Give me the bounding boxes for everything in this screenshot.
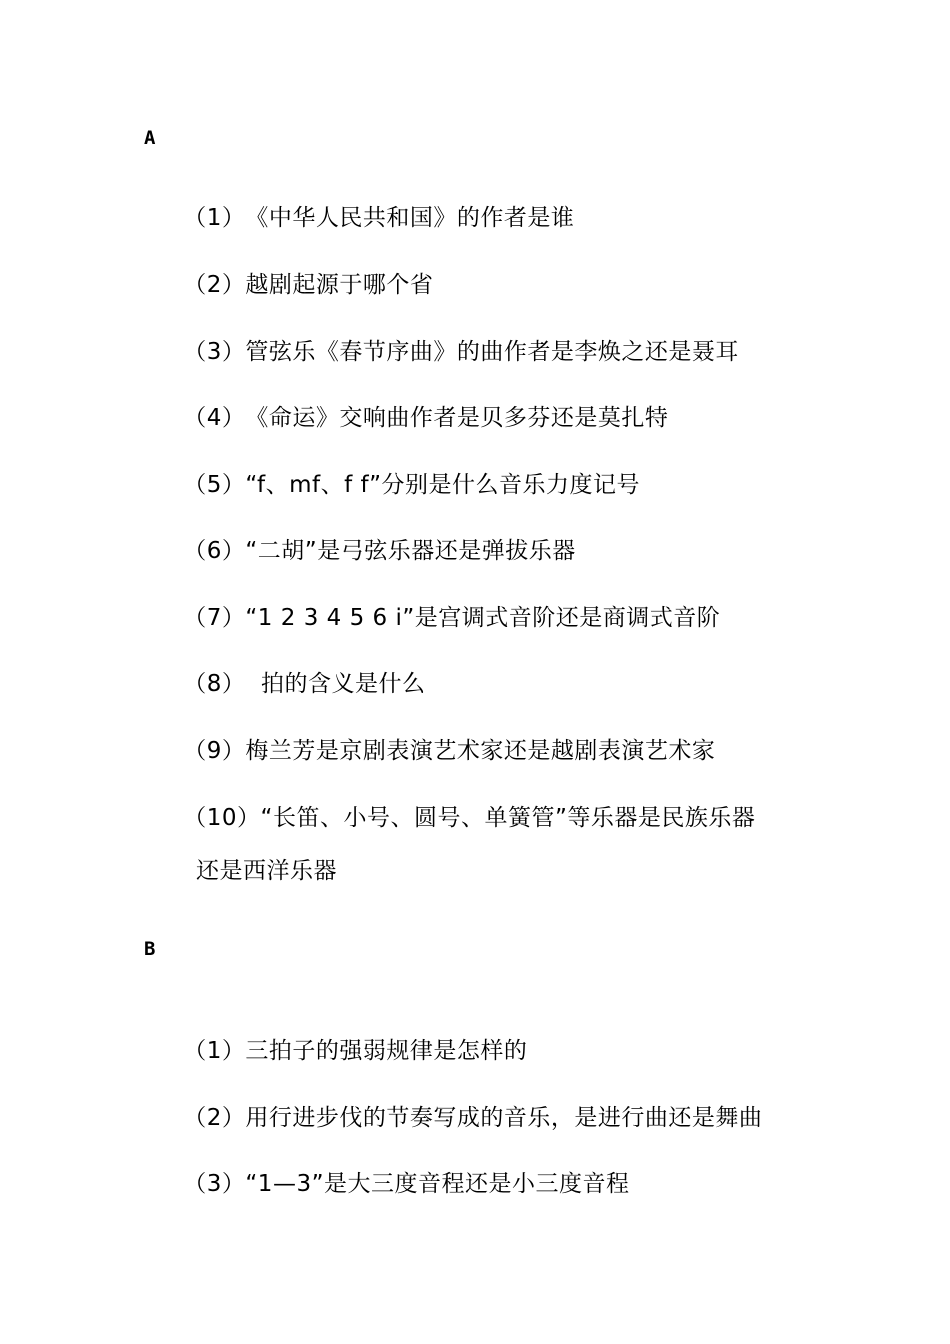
question-number: （4） bbox=[183, 405, 246, 431]
question-text: “1 2 3 4 5 6 i”是宫调式音阶还是商调式音阶 bbox=[245, 605, 721, 631]
question-a-10 bbox=[152, 773, 755, 863]
question-number: （3） bbox=[183, 1171, 246, 1197]
question-text: 拍的含义是什么 bbox=[245, 671, 426, 697]
question-text: 用行进步伐的节奏写成的音乐，是进行曲还是舞曲 bbox=[245, 1105, 763, 1131]
question-number: （1） bbox=[183, 1038, 246, 1064]
question-text: 三拍子的强弱规律是怎样的 bbox=[245, 1038, 528, 1064]
question-text: 梅兰芳是京剧表演艺术家还是越剧表演艺术家 bbox=[245, 738, 716, 764]
question-number: （7） bbox=[183, 605, 246, 631]
question-number: （5） bbox=[183, 472, 246, 498]
question-text: “1—3”是大三度音程还是小三度音程 bbox=[245, 1171, 630, 1197]
question-number: （2） bbox=[183, 272, 246, 298]
question-b-3 bbox=[152, 1139, 630, 1229]
question-number: （6） bbox=[183, 538, 246, 564]
question-text: 《中华人民共和国》的作者是谁 bbox=[245, 205, 575, 231]
question-text: “f、mf、f f”分别是什么音乐力度记号 bbox=[245, 472, 641, 498]
question-text: “长笛、小号、圆号、单簧管”等乐器是民族乐器 bbox=[260, 805, 756, 831]
question-number: （2） bbox=[183, 1105, 246, 1131]
question-text: 管弦乐《春节序曲》的曲作者是李焕之还是聂耳 bbox=[245, 339, 739, 365]
question-number: （8） bbox=[183, 671, 246, 697]
question-number: （9） bbox=[183, 738, 246, 764]
question-text: “二胡”是弓弦乐器还是弹拔乐器 bbox=[245, 538, 576, 564]
section-label-b: B bbox=[144, 938, 156, 960]
question-text: 越剧起源于哪个省 bbox=[245, 272, 434, 298]
question-number: （3） bbox=[183, 339, 246, 365]
question-number: （10） bbox=[183, 805, 261, 831]
question-a-10-continuation: 还是西洋乐器 bbox=[196, 858, 337, 884]
question-text: 《命运》交响曲作者是贝多芬还是莫扎特 bbox=[245, 405, 669, 431]
question-number: （1） bbox=[183, 205, 246, 231]
section-label-a: A bbox=[144, 127, 156, 149]
